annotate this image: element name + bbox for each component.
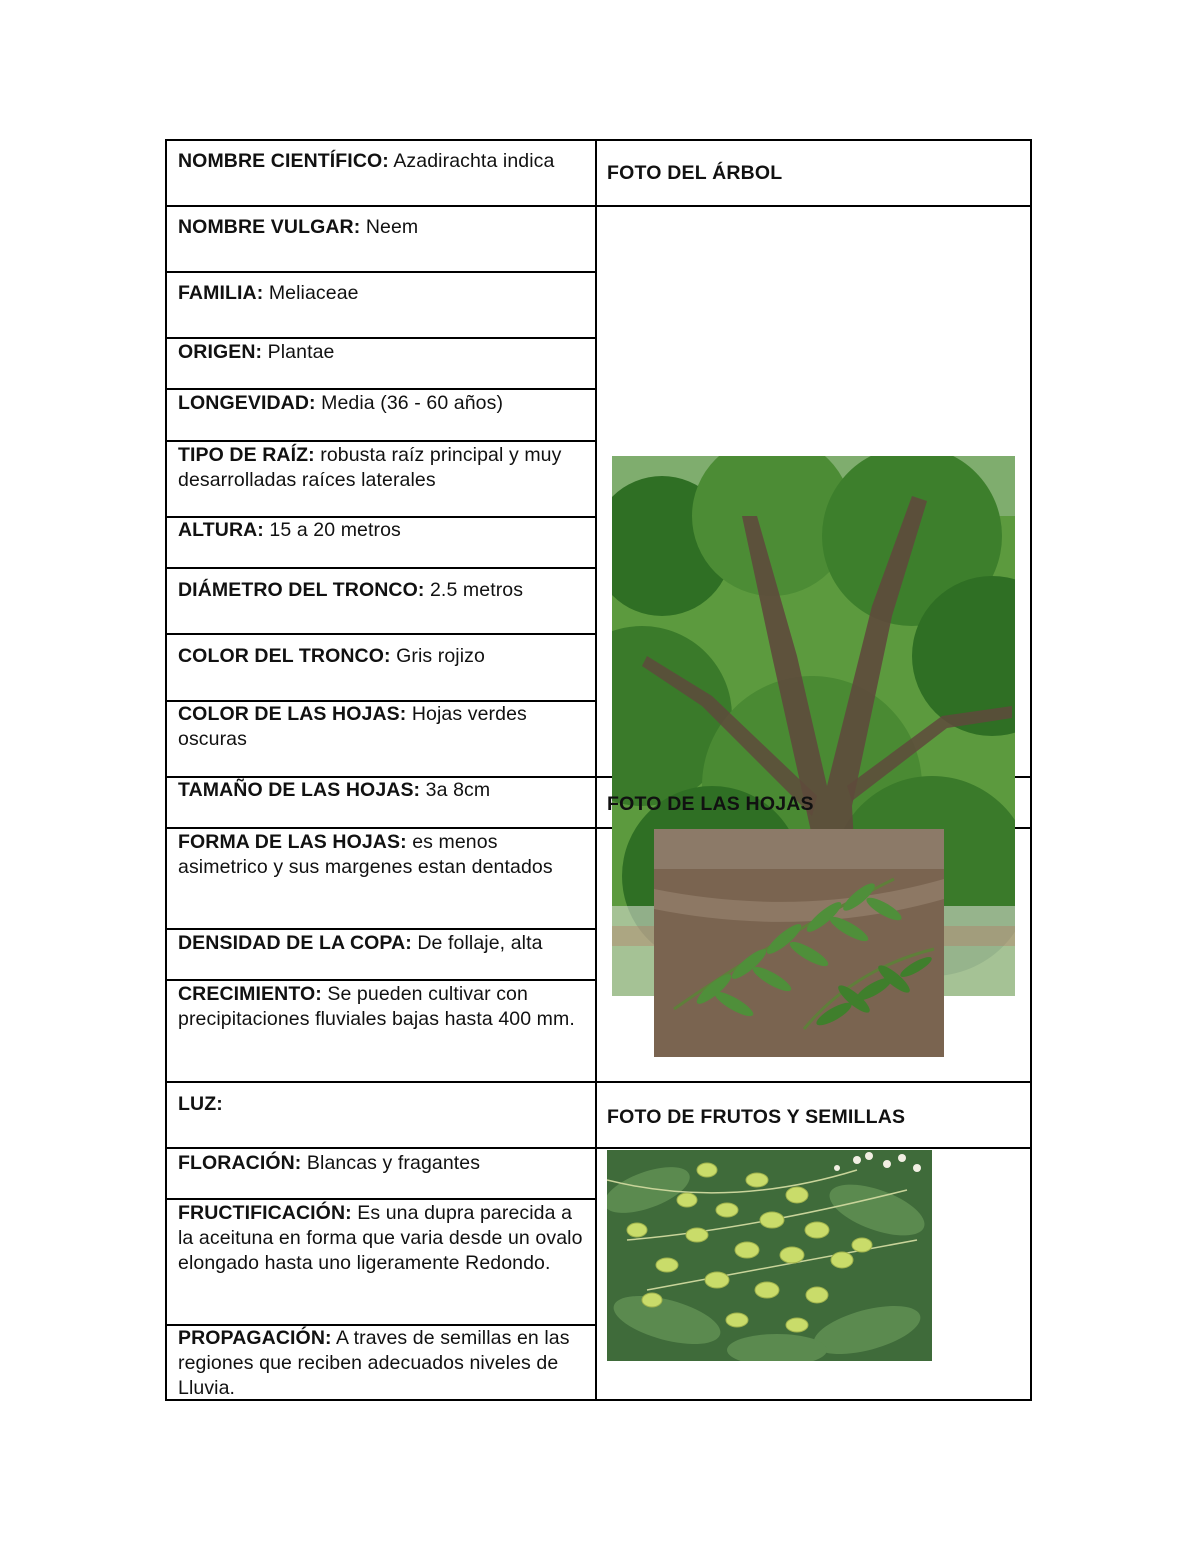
row-divider <box>595 1081 1032 1083</box>
field-family: FAMILIA: Meliaceae <box>178 282 359 304</box>
row-divider <box>165 928 596 930</box>
row-divider <box>165 337 596 339</box>
row-divider <box>165 979 596 981</box>
row-divider <box>165 271 596 273</box>
field-trunk-color: COLOR DEL TRONCO: Gris rojizo <box>178 645 485 667</box>
fruits-photo <box>607 1150 932 1361</box>
field-crown-density: DENSIDAD DE LA COPA: De follaje, alta <box>178 932 543 954</box>
row-divider <box>165 1198 596 1200</box>
row-divider <box>165 1081 596 1083</box>
field-light: LUZ: <box>178 1093 223 1115</box>
column-divider <box>595 139 597 1401</box>
field-trunk-diameter: DIÁMETRO DEL TRONCO: 2.5 metros <box>178 579 524 601</box>
field-flowering: FLORACIÓN: Blancas y fragantes <box>178 1152 481 1174</box>
row-divider <box>595 205 1032 207</box>
field-leaf-shape: FORMA DE LAS HOJAS: es menos asimetrico y sus margenes estan dentados <box>178 831 553 878</box>
fruits-photo-heading: FOTO DE FRUTOS Y SEMILLAS <box>607 1106 906 1128</box>
field-leaf-color: COLOR DE LAS HOJAS: Hojas verdes oscuras <box>178 703 527 750</box>
row-divider <box>595 1147 1032 1149</box>
field-origin: ORIGEN: Plantae <box>178 341 335 363</box>
field-fruiting: FRUCTIFICACIÓN: Es una dupra parecida a la aceituna en forma que varia desde un ovalo elongado hasta uno ligeramente Redondo. <box>178 1202 583 1274</box>
row-divider <box>165 827 596 829</box>
leaves-photo-heading: FOTO DE LAS HOJAS <box>607 793 814 815</box>
field-growth: CRECIMIENTO: Se pueden cultivar con precipitaciones fluviales bajas hasta 400 mm. <box>178 983 575 1030</box>
species-card <box>165 139 1032 1401</box>
field-root-type: TIPO DE RAÍZ: robusta raíz principal y muy desarrolladas raíces laterales <box>178 444 562 491</box>
field-longevity: LONGEVIDAD: Media (36 - 60 años) <box>178 392 504 414</box>
row-divider <box>165 567 596 569</box>
row-divider <box>165 633 596 635</box>
field-propagation: PROPAGACIÓN: A traves de semillas en las regiones que reciben adecuados niveles de Lluvia. <box>178 1327 570 1399</box>
row-divider <box>165 1147 596 1149</box>
field-leaf-size: TAMAÑO DE LAS HOJAS: 3a 8cm <box>178 779 491 801</box>
field-common-name: NOMBRE VULGAR: Neem <box>178 216 419 238</box>
row-divider <box>165 388 596 390</box>
row-divider <box>165 205 596 207</box>
leaves-photo <box>654 829 944 1057</box>
field-height: ALTURA: 15 a 20 metros <box>178 519 401 541</box>
field-scientific-name: NOMBRE CIENTÍFICO: Azadirachta indica <box>178 150 555 172</box>
row-divider <box>165 440 596 442</box>
tree-photo-heading: FOTO DEL ÁRBOL <box>607 162 783 184</box>
